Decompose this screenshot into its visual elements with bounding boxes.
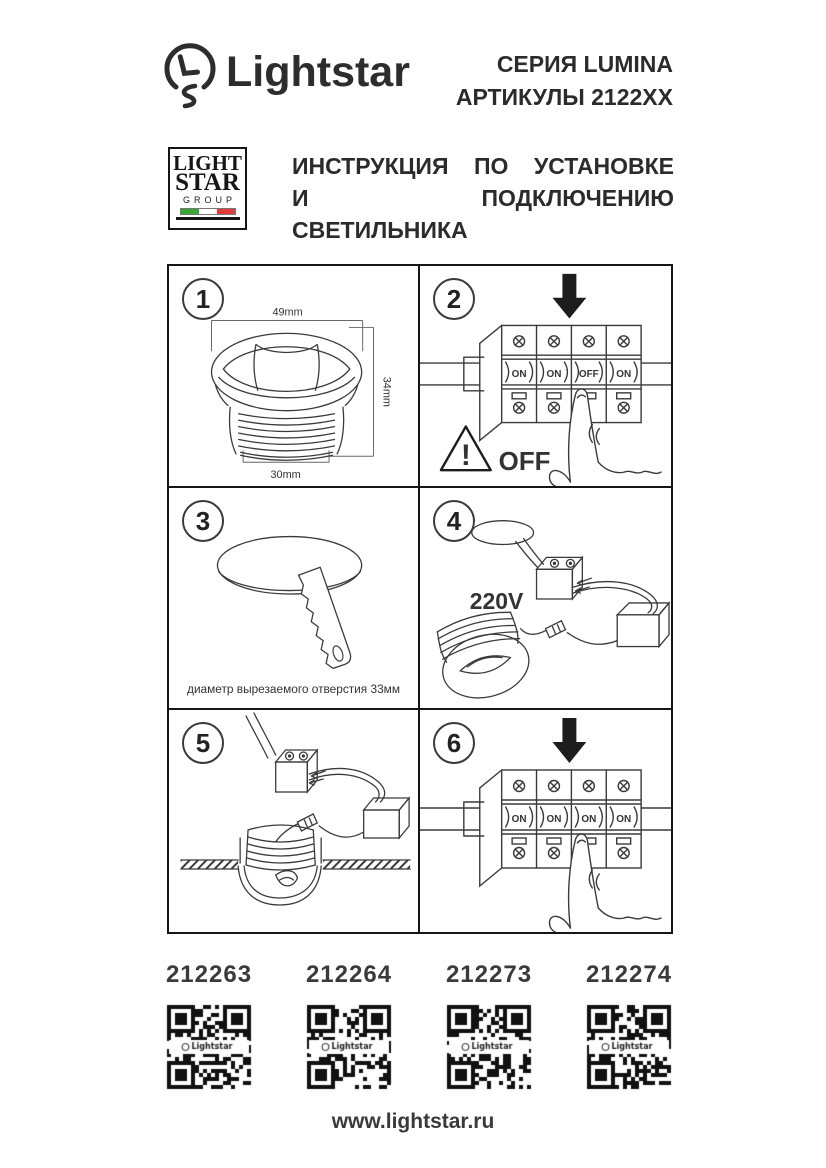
pointing-hand xyxy=(549,834,661,932)
logo-line-light: LIGHT xyxy=(173,151,242,175)
qr-code xyxy=(445,1003,533,1091)
lightstar-bulb-icon xyxy=(161,40,217,114)
step-4-panel xyxy=(420,488,671,710)
step-2-number: 2 xyxy=(433,278,475,320)
instruction-title-line2: И ПОДКЛЮЧЕНИЮ СВЕТИЛЬНИКА xyxy=(292,185,674,243)
product-212273 xyxy=(445,961,533,1091)
step-1-number: 1 xyxy=(182,278,224,320)
switch-label: ON xyxy=(546,813,562,826)
qr-code xyxy=(585,1003,673,1091)
flag-underline xyxy=(176,217,240,220)
instruction-steps-grid xyxy=(167,264,673,934)
step-6-number: 6 xyxy=(433,722,475,764)
warning-mark: ! xyxy=(460,439,471,473)
dim-right-label: 34mm xyxy=(380,376,393,407)
step-6-panel xyxy=(420,710,671,932)
wiring-drawing xyxy=(430,521,669,707)
breaker-drawing xyxy=(420,325,671,440)
cutout-disc-drawing xyxy=(217,537,361,594)
instruction-title-line1: ИНСТРУКЦИЯ ПО УСТАНОВКЕ xyxy=(292,153,674,179)
step-1-panel xyxy=(169,266,420,488)
down-arrow-icon xyxy=(552,274,586,319)
switch-label: ON xyxy=(616,369,632,380)
voltage-label: 220V xyxy=(469,587,524,614)
article-number: 212264 xyxy=(305,961,393,988)
switch-label: ON xyxy=(581,813,597,826)
product-212274 xyxy=(585,961,673,1091)
hole-diameter-caption: диаметр вырезаемого отверстия 33мм xyxy=(187,682,400,697)
step-5-number: 5 xyxy=(182,722,224,764)
series-articles: АРТИКУЛЫ 2122XX xyxy=(455,84,673,110)
website-url: www.lightstar.ru xyxy=(331,1110,495,1133)
warning-off-label: OFF xyxy=(498,448,551,477)
switch-label: ON xyxy=(511,369,527,380)
dim-top-label: 49mm xyxy=(272,306,303,319)
breaker-drawing xyxy=(420,770,671,886)
series-title: СЕРИЯ LUMINA xyxy=(496,51,673,77)
qr-code xyxy=(305,1003,393,1091)
article-number: 212274 xyxy=(585,961,673,988)
switch-label: ON xyxy=(616,813,632,826)
logo-line-star: STAR xyxy=(175,169,240,196)
product-212264 xyxy=(305,961,393,1091)
step-2-panel xyxy=(420,266,671,488)
product-codes-row xyxy=(165,961,673,1091)
italian-flag-stripe xyxy=(180,208,236,215)
series-block xyxy=(456,48,673,114)
pointing-hand xyxy=(549,389,661,486)
dim-bottom-label: 30mm xyxy=(270,469,301,482)
product-212263 xyxy=(165,961,253,1091)
instruction-title xyxy=(292,150,674,246)
article-number: 212273 xyxy=(445,961,533,988)
brand-wordmark: Lightstar xyxy=(226,48,410,96)
switch-label: ON xyxy=(546,369,562,380)
logo-line-group: GROUP xyxy=(182,195,236,205)
warning-triangle xyxy=(441,427,551,477)
step-4-number: 4 xyxy=(433,500,475,542)
lightstar-group-logo xyxy=(168,147,247,230)
step-5-panel xyxy=(169,710,420,932)
switch-label: ON xyxy=(511,813,527,826)
step-3-number: 3 xyxy=(182,500,224,542)
article-number: 212263 xyxy=(165,961,253,988)
down-arrow-icon xyxy=(552,718,586,763)
switch-label: OFF xyxy=(578,369,599,380)
qr-code xyxy=(165,1003,253,1091)
recessed-lamp-drawing xyxy=(211,333,361,460)
step-3-panel xyxy=(169,488,420,710)
